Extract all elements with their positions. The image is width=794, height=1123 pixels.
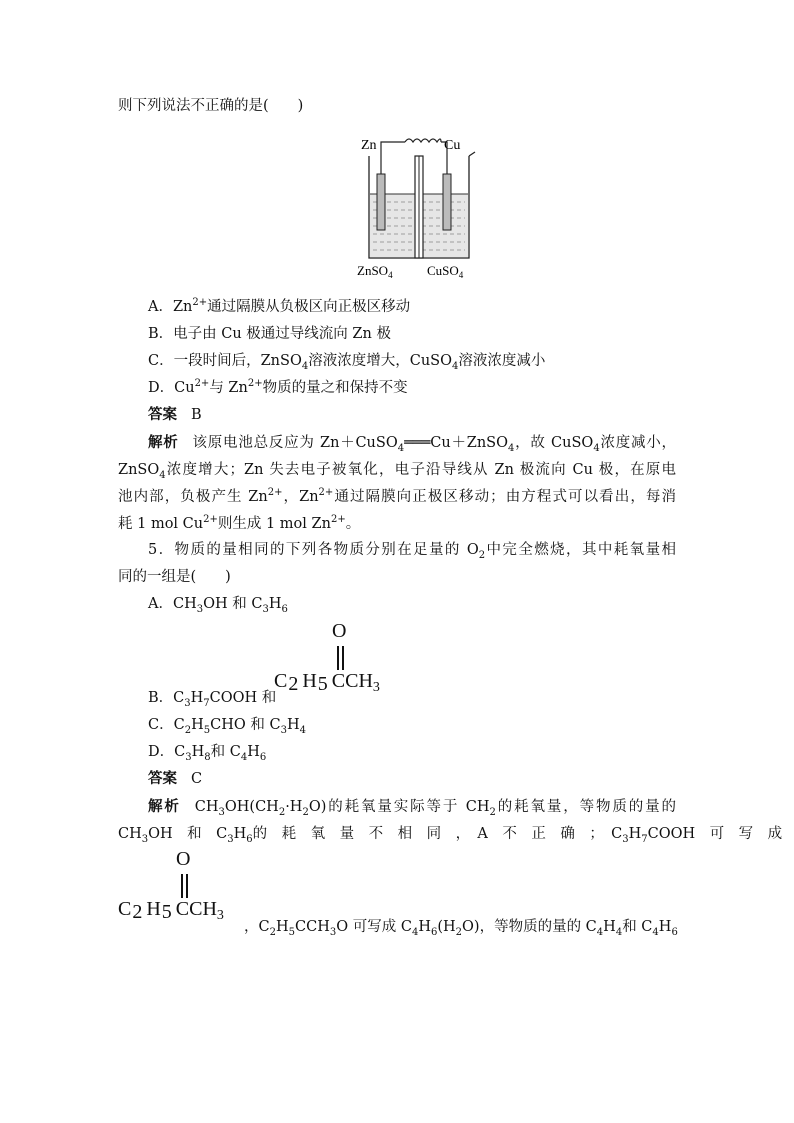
- q4-explanation-line2: ZnSO$_4$浓度增大；Zn 失去电子被氧化，电子沿导线从 Zn 极流向 Cu 极，在原电: [118, 462, 676, 481]
- q5-explanation-line3: ，$C_2H_5CCH_3O$ 可写成 $C_4H_6(H_2O)$，等物质的量的 $C_4H_4$和 $C_4H_6$: [244, 919, 678, 938]
- q5-stem-line2: 同的一组是( ): [118, 569, 231, 585]
- q5-option-a: A．$CH_3OH$ 和 $C_3H_6$: [148, 596, 288, 615]
- zn-label: Zn: [361, 138, 377, 153]
- galvanic-cell-figure: [355, 128, 485, 283]
- znso4-label: ZnSO$_4$: [357, 263, 393, 280]
- q5-option-d: D．$C_3H_8$和 $C_4H_6$: [148, 744, 267, 763]
- q4-explanation-line3: 池内部，负极产生 $Zn^{2+}$，$Zn^{2+}$通过隔膜向正极区移动；由方程式可以看出，每消: [118, 487, 676, 505]
- ketone-structure-explanation: O $C_2$ $H_5$ $CCH_3$: [118, 848, 224, 923]
- q5-explanation-line1: 解析 $CH_3OH(CH_2\cdot H_2O)$的耗氧量实际等于 $CH_2$的耗氧量，等物质的量的: [148, 799, 677, 818]
- q5-option-b: B．$C_3H_7COOH$ 和: [148, 690, 277, 709]
- q4-option-c: C．一段时间后，ZnSO$_4$溶液浓度增大，CuSO$_4$溶液浓度减小: [148, 353, 546, 372]
- q4-option-a: A．$Zn^{2+}$通过隔膜从负极区向正极区移动: [148, 297, 411, 315]
- q5-option-c: C．$C_2H_5CHO$ 和 $C_3H_4$: [148, 717, 306, 736]
- q5-answer: 答案 C: [148, 771, 203, 787]
- q5-explanation-line2: $CH_3OH$ 和 $C_3H_6$的 耗 氧 量 不 相 同 ， A 不 正 确 ； $C_3H_7COOH$ 可 写 成: [118, 826, 783, 845]
- q5-stem-line1: 5．物质的量相同的下列各物质分别在足量的 $O_2$中完全燃烧，其中耗氧量相: [148, 542, 676, 561]
- q4-answer: 答案 B: [148, 407, 202, 423]
- q4-option-b: B．电子由 Cu 极通过导线流向 Zn 极: [148, 326, 391, 342]
- ketone-structure-b: O $C_2$ $H_5$ $CCH_3$: [274, 620, 380, 695]
- q4-explanation-line1: 解析 该原电池总反应为 Zn＋CuSO$_4$═══Cu＋ZnSO$_4$，故 CuSO$_4$浓度减小，: [148, 435, 677, 454]
- q4-explanation-line4: 耗 1 mol $Cu^{2+}$则生成 1 mol $Zn^{2+}$。: [118, 514, 361, 532]
- q4-stem: 则下列说法不正确的是( ): [118, 98, 304, 114]
- cu-label: Cu: [444, 138, 461, 153]
- cuso4-label: CuSO$_4$: [427, 263, 464, 280]
- q4-option-d: D．$Cu^{2+}$与 $Zn^{2+}$物质的量之和保持不变: [148, 378, 408, 396]
